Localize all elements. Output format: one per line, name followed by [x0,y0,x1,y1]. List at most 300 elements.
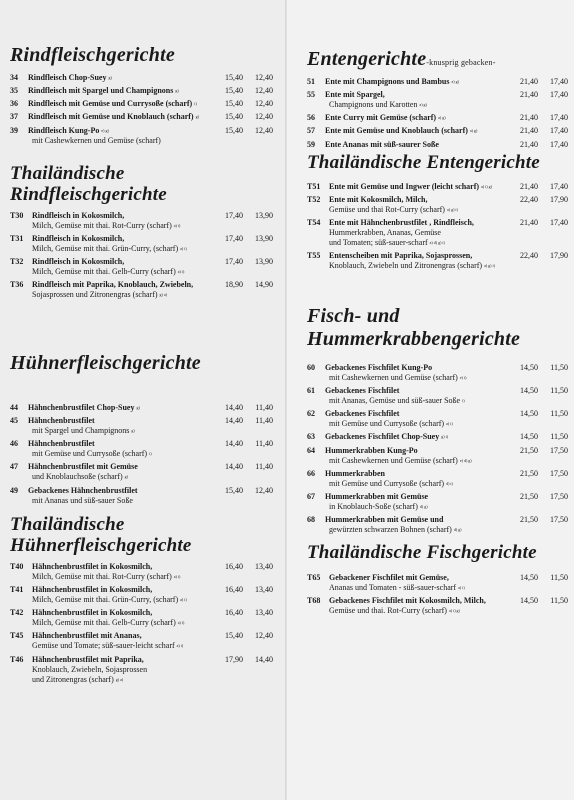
price-small: 17,90 [550,251,568,261]
item-name-line [325,515,506,525]
allergen-codes: a) i) [180,597,187,603]
item-description [32,572,211,582]
description-text: mit Spargel und Champignons [32,426,130,436]
allergen-codes: a) i) [177,620,185,626]
item-number: T54 [307,218,321,228]
item-name-line [325,113,506,123]
menu-item [10,257,273,277]
allergen-codes: d) g) [453,527,462,533]
price-small: 17,40 [550,113,568,123]
item-number: T55 [307,251,321,261]
price-large: 14,40 [225,462,243,472]
item-name-line [28,112,211,122]
allergen-codes: g) a) [159,292,167,298]
price-large: 16,40 [225,585,243,595]
price-small: 11,40 [255,403,273,412]
item-name: Gebackenes Fischfilet [325,409,400,419]
item-name: Gebackenes Fischfilet Kung-Po [325,363,433,372]
item-name-line [28,403,211,413]
price-small: 17,90 [550,195,568,205]
menu-item [307,90,568,110]
item-number: T45 [10,631,24,641]
item-number: 51 [307,77,315,86]
section-rindfleisch [10,44,273,149]
section-thai-rindfleisch [10,163,273,304]
title-line-1: Thailändische [10,163,125,184]
menu-item [307,446,568,466]
description-text: mit Ananas, Gemüse und süß-sauer Soße [329,396,461,406]
price-large: 15,40 [225,485,243,495]
item-description [32,472,211,482]
price-large: 14,50 [520,573,538,582]
item-description [329,525,506,535]
item-name-line [325,126,506,136]
price-large: 15,40 [225,631,243,641]
item-name-line [325,446,506,456]
item-description [32,290,211,300]
item-name-line [32,280,211,290]
allergen-codes: a) g) i) [446,207,458,213]
item-name: Rindfleisch mit Spargel und Champignons [28,86,174,96]
item-name-line [325,363,506,373]
title-subtitle: -knusprig gebacken- [426,58,496,67]
price-small: 14,40 [255,654,273,664]
item-name: Hähnchenbrustfilet mit Ananas, [32,631,142,641]
item-name-line [32,257,211,267]
price-small: 17,40 [550,90,568,100]
section-title [307,48,568,74]
allergen-codes: a) i) [176,643,184,649]
price-small: 11,50 [550,573,568,582]
price-large: 14,40 [225,416,243,426]
section-title: Hühnerfleischgerichte [10,352,201,374]
item-name: Hummerkrabben [325,468,385,478]
menu-item [307,218,568,248]
price-large: 14,50 [520,409,538,419]
item-number: 57 [307,126,315,136]
section-title [10,163,273,205]
menu-item [10,416,273,436]
item-number: 55 [307,90,315,100]
price-small: 13,90 [255,234,273,244]
allergen-codes: a) i) [177,269,185,275]
item-description [32,449,211,459]
title-line-1: Fisch- und [307,305,400,327]
item-number: 66 [307,468,315,478]
item-description [32,595,211,605]
menu-item [307,386,568,406]
item-list [307,77,568,153]
allergen-codes: g) [108,75,112,81]
price-large: 16,40 [225,562,243,571]
item-number: 56 [307,113,315,123]
item-number: T51 [307,182,321,191]
item-description [32,267,211,277]
item-name: Hähnchenbrustfilet in Kokosmilch, [32,585,153,595]
item-number: T36 [10,280,24,290]
item-name: Ente mit Kokosmilch, Milch, [329,195,428,205]
item-number: 35 [10,86,18,96]
item-name-line [329,596,506,606]
menu-item [10,439,273,459]
price-large: 18,90 [225,280,243,290]
item-description [32,244,211,254]
item-name-line [325,140,506,150]
allergen-codes: a) i) g) [481,184,492,190]
item-name-line [325,409,506,419]
section-title: Thailändische Fischgerichte [307,542,537,563]
item-name: Rindfleisch in Kokosmilch, [32,234,125,244]
price-large: 14,40 [225,439,243,449]
item-number: 68 [307,515,315,525]
item-name-line [325,469,506,479]
item-name: Ente mit Champignons und Bambus [325,77,450,86]
item-list [307,363,568,538]
price-large: 15,40 [225,73,243,82]
item-number: 47 [10,462,18,472]
item-name-line [329,195,506,205]
item-list [10,403,273,509]
menu-item [307,409,568,429]
price-small: 17,50 [550,491,568,501]
allergen-codes: a) i) [180,246,187,252]
price-small: 11,40 [255,462,273,472]
description-text: Sojasprossen und Zitronengras (scharf) [32,290,158,300]
description-text: Milch, Gemüse mit thai. Grün-Curry, (scharf) [32,244,179,254]
item-name: Hähnchenbrustfilet in Kokosmilch, [32,608,153,618]
item-number: T30 [10,211,24,220]
item-number: T46 [10,654,24,664]
item-number: 37 [10,112,18,122]
allergen-codes: g) [195,114,199,120]
item-name: Ente Ananas mit süß-saurer Soße [325,139,439,149]
price-small: 17,50 [550,468,568,478]
price-small: 11,50 [550,409,568,419]
item-name-line [325,492,506,502]
menu-item [10,112,273,122]
item-description [329,261,506,271]
price-large: 22,40 [520,195,538,205]
price-small: 11,40 [255,439,273,449]
price-large: 21,50 [520,445,538,455]
menu-item [10,403,273,413]
item-name: Hähnchenbrustfilet Chop-Suey [28,403,135,412]
item-description [329,502,506,512]
item-name-line [28,126,211,136]
item-description [32,426,211,436]
item-description [329,606,506,616]
price-small: 14,90 [255,280,273,290]
description-text: Hummerkrabben, Ananas, Gemüse [329,228,441,238]
item-description [32,136,211,146]
menu-item [307,492,568,512]
description-text: gewürzten schwarzen Bohnen (scharf) [329,525,452,535]
description-text: Gemüse und thai Rot-Curry (scharf) [329,205,445,215]
price-small: 17,40 [550,139,568,149]
allergen-codes: a) g) i) [484,263,495,269]
allergen-codes: a) i) g) [448,608,460,614]
section-title: Thailändische Entengerichte [307,152,540,173]
item-number: 62 [307,409,315,419]
item-name-line [32,234,211,244]
item-list [10,73,273,149]
item-name-line [325,386,506,396]
allergen-codes: g) [175,88,179,94]
item-name-line [325,432,506,442]
price-large: 17,40 [225,257,243,267]
description-text: und Knoblauchsoße (scharf) [32,472,123,482]
price-large: 14,50 [520,596,538,606]
allergen-codes: g) [136,405,140,411]
description-text: Knoblauch, Zwiebeln und Zitronengras (scharf) [329,261,483,271]
item-name: Hummerkrabben mit Gemüse [325,491,429,501]
item-description [32,496,211,506]
item-name-line [28,462,211,472]
allergen-codes: d) g) [419,504,428,510]
description-text: Knoblauch, Zwiebeln, Sojasprossen [32,664,148,674]
item-number: T40 [10,562,24,571]
item-number: 59 [307,139,315,149]
price-small: 17,40 [550,182,568,191]
item-name-line [32,585,211,595]
description-text: mit Gemüse und Currysoße (scharf) [329,478,445,488]
price-large: 21,40 [520,113,538,123]
item-description [329,456,506,466]
menu-item [10,73,273,83]
menu-item [307,469,568,489]
price-large: 17,40 [225,234,243,244]
item-description [329,373,506,383]
price-large: 15,40 [225,99,243,109]
price-small: 13,40 [255,608,273,618]
item-number: 34 [10,73,18,82]
allergen-codes: a) g) [451,79,459,85]
price-small: 17,40 [550,218,568,228]
menu-item [10,280,273,300]
item-name: Ente mit Hähnchenbrustfilet , Rindfleisch, [329,218,474,228]
description-text: Gemüse und thai. Rot-Curry (scharf) [329,606,447,616]
section-huehnerfleisch [10,352,273,509]
item-name: Rindfleisch mit Gemüse und Currysoße (scharf) [28,99,193,109]
price-small: 17,50 [550,515,568,525]
menu-item [10,126,273,146]
item-number: 39 [10,125,18,135]
item-name: Entenscheiben mit Paprika, Sojasprossen, [329,251,473,261]
price-small: 17,50 [550,445,568,455]
allergen-codes: a) g) [438,115,446,121]
price-small: 12,40 [255,99,273,109]
allergen-codes: a) g) [419,102,427,108]
menu-item [10,99,273,109]
item-number: T32 [10,257,24,267]
price-large: 21,40 [520,218,538,228]
item-name-line [28,73,211,83]
price-small: 11,50 [550,432,568,442]
menu-item [307,596,568,616]
description-text: Milch, Gemüse mit thai. Gelb-Curry (scharf) [32,267,176,277]
menu-item [10,211,273,231]
item-name-line [329,182,506,192]
menu-item [307,126,568,136]
menu-item [307,182,568,192]
allergen-codes: i) [194,101,197,107]
section-ente [307,48,568,153]
price-large: 21,40 [520,182,538,191]
item-name-line [32,608,211,618]
item-name: Hähnchenbrustfilet [28,416,95,426]
item-name: Gebackenes Fischfilet Chop-Suey [325,432,440,442]
item-list [307,182,568,275]
allergen-codes: g) [131,428,135,434]
allergen-codes: i) [462,398,465,404]
price-large: 16,40 [225,608,243,618]
item-number: 45 [10,416,18,426]
item-spacer [307,272,568,275]
price-small: 11,40 [255,416,273,426]
item-name-line [28,486,211,496]
price-small: 13,90 [255,257,273,267]
description-text: in Knoblauch-Soße (scharf) [329,501,418,511]
item-number: 44 [10,403,18,412]
allergen-codes: a) d) g) i) [429,240,445,246]
item-description [329,205,506,215]
price-large: 17,40 [225,211,243,220]
item-name: Rindfleisch Kung-Po [28,125,100,135]
allergen-codes: d) i) [446,480,453,486]
item-description [329,396,506,406]
price-large: 14,50 [520,432,538,442]
description-text: mit Cashewkernen und Gemüse (scharf) [329,455,458,465]
price-large: 15,40 [225,125,243,135]
menu-item [10,462,273,482]
item-name: Hummerkrabben Kung-Po [325,445,418,455]
item-name: Gebackener Fischfilet mit Gemüse, [329,573,449,582]
item-name-line [32,211,211,221]
price-small: 11,50 [550,386,568,396]
price-small: 12,40 [255,485,273,495]
item-name-line [28,99,211,109]
allergen-codes: g) i) [441,434,449,440]
price-large: 17,90 [225,654,243,664]
price-large: 15,40 [225,112,243,122]
price-large: 14,50 [520,363,538,372]
item-name-line [28,86,211,96]
price-large: 22,40 [520,251,538,261]
item-description [329,100,506,110]
price-large: 21,50 [520,515,538,525]
item-description [329,238,506,248]
item-name: Gebackenes Fischfilet [325,386,400,396]
item-list [10,562,273,688]
description-text: mit Gemüse und Currysoße (scharf) [32,449,148,459]
item-number: T68 [307,596,321,606]
price-small: 17,40 [550,77,568,86]
description-text: mit Cashewkernen und Gemüse (scharf) [329,373,458,382]
menu-item [10,585,273,605]
price-small: 12,40 [255,125,273,135]
section-thai-ente [307,152,568,275]
item-list [10,211,273,304]
price-small: 12,40 [255,86,273,96]
price-large: 21,40 [520,139,538,149]
section-title [10,514,273,556]
price-small: 13,40 [255,585,273,595]
item-name-line [325,77,506,87]
allergen-codes: a) i) [173,574,181,580]
allergen-codes: g) a) [115,676,124,682]
description-text: mit Gemüse und Currysoße (scharf) [329,419,445,429]
item-spacer [307,616,568,619]
item-name-line [32,562,211,572]
item-number: 60 [307,363,315,372]
item-number: 61 [307,386,315,396]
price-small: 12,40 [255,112,273,122]
allergen-codes: a) i) [446,421,453,427]
price-small: 13,90 [255,211,273,220]
item-name: Rindfleisch in Kokosmilch, [32,211,125,220]
item-name: Ente mit Gemüse und Knoblauch (scharf) [325,126,468,136]
price-large: 15,40 [225,86,243,96]
item-name-line [329,573,506,583]
menu-item [307,113,568,123]
price-large: 21,50 [520,468,538,478]
item-name: Hähnchenbrustfilet mit Gemüse [28,462,138,472]
description-text: Milch, Gemüse mit thai. Grün-Curry, (scharf) [32,595,179,605]
allergen-codes: e) d) g) [459,457,472,463]
item-spacer [307,535,568,538]
item-name: Gebackenes Hähnchenbrustfilet [28,485,138,495]
price-large: 21,40 [520,77,538,86]
item-name: Ente mit Gemüse und Ingwer (leicht scharf) [329,182,480,191]
price-small: 12,40 [255,73,273,82]
item-number: T65 [307,573,321,582]
section-thai-fisch [307,542,568,619]
menu-item [10,631,273,651]
menu-item [10,562,273,582]
item-description [32,221,211,231]
allergen-codes: a) g) [469,128,478,134]
item-name: Hähnchenbrustfilet mit Paprika, [32,654,144,664]
menu-item [10,486,273,506]
item-number: 36 [10,99,18,109]
item-description [32,618,211,628]
item-description [329,228,506,238]
item-number: 49 [10,485,18,495]
item-name: Hummerkrabben mit Gemüse und [325,515,444,525]
allergen-codes: g) [124,474,128,480]
description-text: Gemüse und Tomate; süß-sauer-leicht scharf [32,641,175,651]
item-name-line [28,439,211,449]
allergen-codes: e) g) [101,127,109,133]
menu-item [10,655,273,685]
item-name-line [28,416,211,426]
item-spacer [10,301,273,304]
item-name-line [325,90,506,100]
item-name-line [329,218,506,228]
title-line-2: Hummerkrabbengerichte [307,328,521,350]
title-line-1: Thailändische [10,514,125,535]
section-fisch [307,305,568,538]
menu-item [307,515,568,535]
allergen-codes: a) i) [173,223,181,229]
price-small: 11,50 [550,363,568,372]
description-text: Milch, Gemüse mit thai. Gelb-Curry (scharf) [32,618,176,628]
title-main: Entengerichte [307,48,427,70]
item-description [329,479,506,489]
item-number: T41 [10,585,24,595]
allergen-codes: i) [149,451,152,457]
item-description [32,675,211,685]
